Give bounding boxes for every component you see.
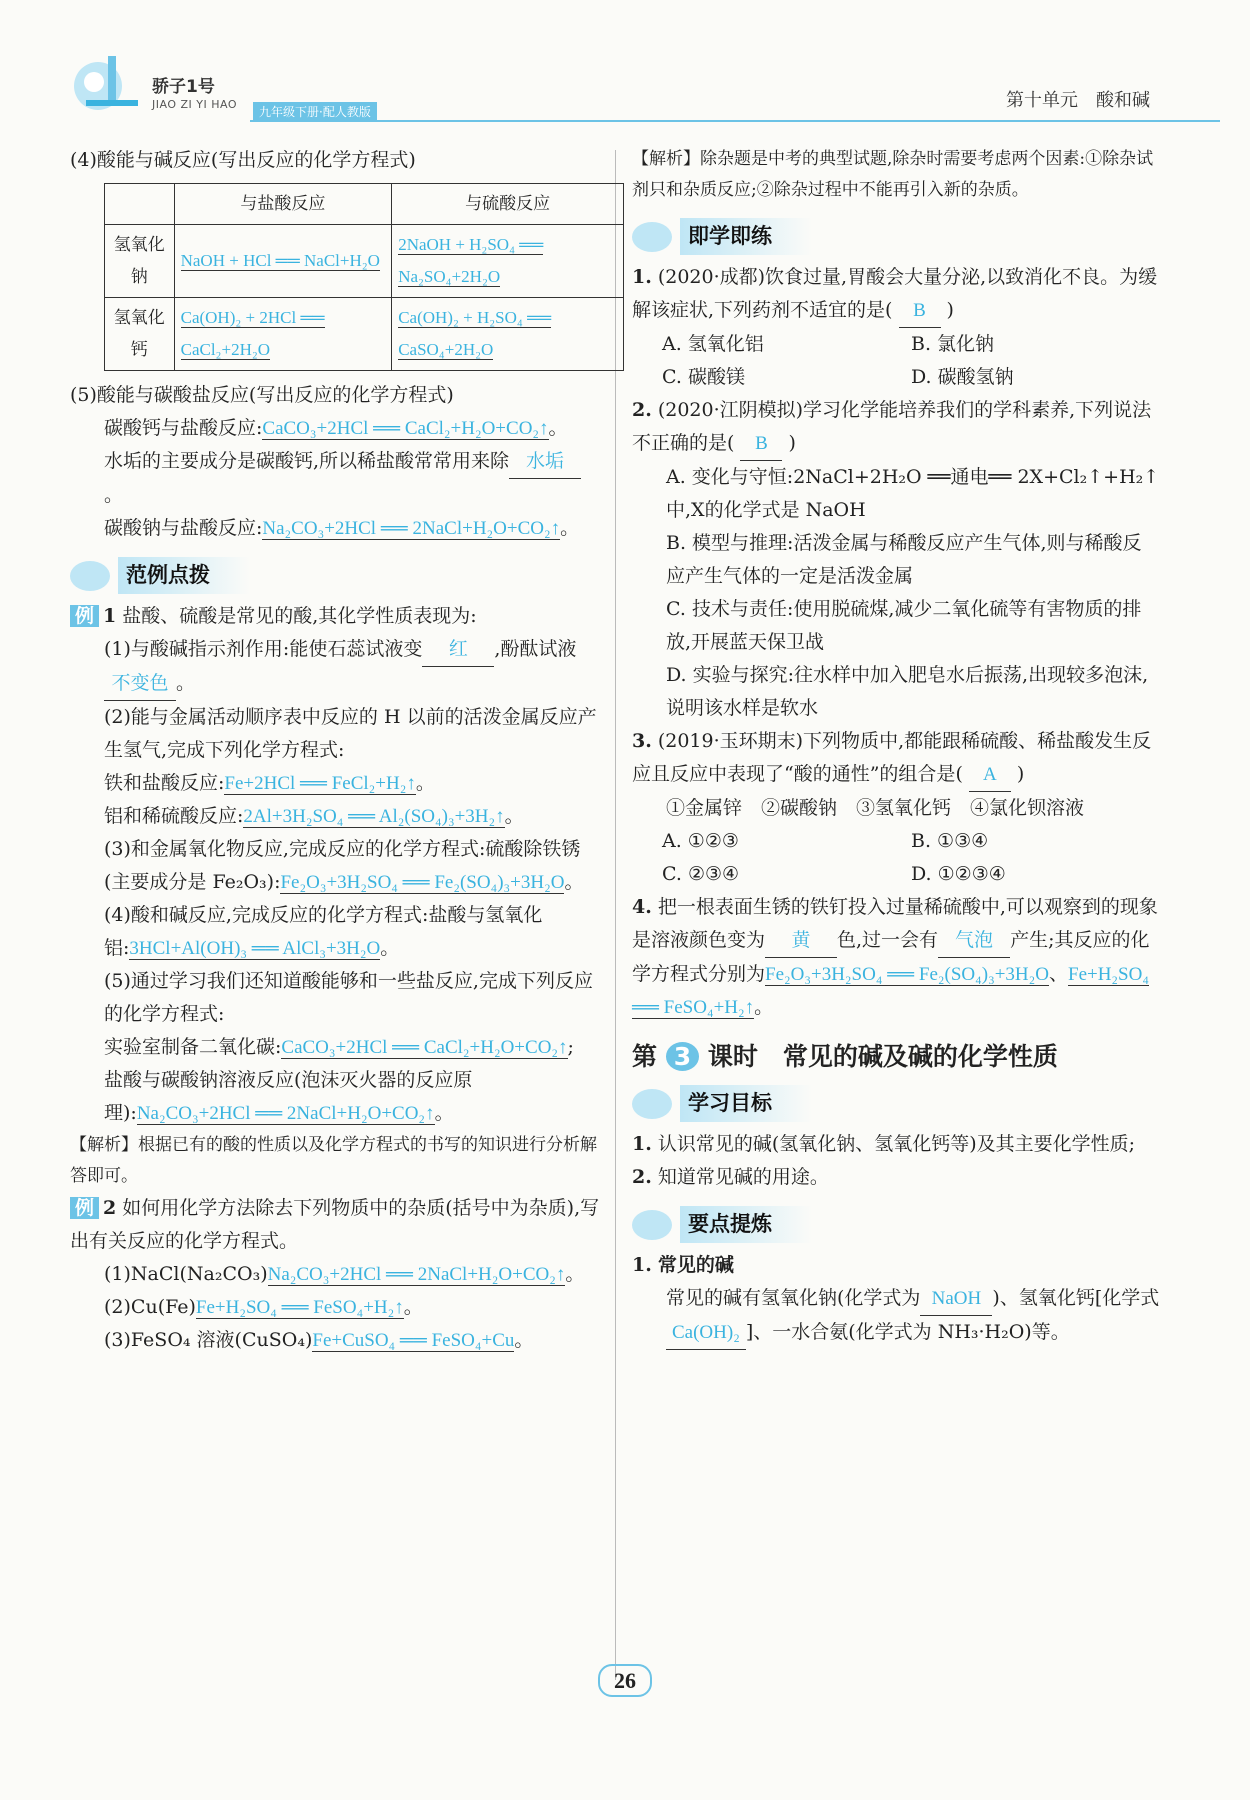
- key-point-text: 常见的碱有氢氧化钠(化学式为 NaOH )、氢氧化钙[化学式Ca(OH)₂ ]、一水合氨(化学式为 NH₃·H₂O)等。: [632, 1282, 1160, 1350]
- lesson-title: 第 3 课时 常见的碱及碱的化学性质: [632, 1042, 1058, 1071]
- unit-title: 第十单元 酸和碱: [1006, 90, 1150, 111]
- text-line: 盐酸与碳酸钠溶液反应(泡沫灭火器的反应原理):Na₂CO₃+2HCl ══ 2NaCl+H₂O+CO₂↑。: [104, 1069, 473, 1124]
- table-row-label: 氢氧化钠: [105, 225, 175, 298]
- key-point-title: 1. 常见的碱: [632, 1254, 734, 1276]
- options-row: C. 碳酸镁 D. 碳酸氢钠: [662, 366, 1014, 388]
- target-icon: [632, 1089, 672, 1119]
- text-line: 水垢的主要成分是碳酸钙,所以稀盐酸常常用来除 水垢。: [70, 445, 600, 512]
- flask-logo-icon: [68, 50, 144, 116]
- table-corner: [105, 184, 175, 225]
- text-line: (4)酸和碱反应,完成反应的化学方程式:盐酸与氢氧化铝:3HCl+Al(OH)₃ ══ AlCl₃+3H₂O。: [104, 904, 543, 959]
- text-line: (1)与酸碱指示剂作用:能使石蕊试液变 红 ,酚酞试液不变色 。: [70, 633, 600, 701]
- option-text: B. 模型与推理:活泼金属与稀酸反应产生气体,则与稀酸反应产生气体的一定是活泼金属: [666, 532, 1142, 587]
- options-row: A. 氢氧化铝 B. 氯化钠: [662, 333, 995, 355]
- page-header: [60, 44, 1160, 124]
- section-5-title: (5)酸能与碳酸盐反应(写出反应的化学方程式): [70, 384, 454, 406]
- table-row-label: 氢氧化钙: [105, 298, 175, 371]
- question-1: 1. (2020·成都)饮食过量,胃酸会大量分泌,以致消化不良。为缓解该症状,下列药剂不适宜的是( B ): [632, 261, 1160, 328]
- text-line: (2)Cu(Fe)Fe+H₂SO₄ ══ FeSO₄+H₂↑。: [104, 1296, 423, 1318]
- goal-item: 2. 知道常见碱的用途。: [632, 1166, 829, 1188]
- lightbulb-icon: [70, 561, 110, 591]
- text-line: (2)能与金属活动顺序表中反应的 H 以前的活泼金属反应产生氢气,完成下列化学方程式:: [104, 706, 597, 761]
- text-line: (5)通过学习我们还知道酸能够和一些盐反应,完成下列反应的化学方程式:: [104, 970, 593, 1025]
- text-line: (3)FeSO₄ 溶液(CuSO₄)Fe+CuSO₄ ══ FeSO₄+Cu。: [104, 1329, 534, 1351]
- text-line: 实验室制备二氧化碳:CaCO₃+2HCl ══ CaCl₂+H₂O+CO₂↑;: [104, 1036, 574, 1058]
- option-text: D. 实验与探究:往水样中加入肥皂水后振荡,出现较多泡沫,说明该水样是软水: [666, 664, 1149, 719]
- text-line: 铝和稀硫酸反应:2Al+3H₂SO₄ ══ Al₂(SO₄)₃+3H₂↑。: [104, 805, 524, 827]
- text-line: 铁和盐酸反应:Fe+2HCl ══ FeCl₂+H₂↑。: [104, 772, 435, 794]
- section-heading: 学习目标: [632, 1085, 1160, 1122]
- options-row: A. ①②③ B. ①③④: [662, 830, 989, 852]
- column-divider: [615, 150, 616, 1680]
- left-column: [70, 144, 600, 1357]
- option-text: ①金属锌 ②碳酸钠 ③氢氧化钙 ④氯化钡溶液: [666, 797, 1085, 819]
- text-line: (3)和金属氧化物反应,完成反应的化学方程式:硫酸除铁锈(主要成分是 Fe₂O₃):Fe₂O₃+3H₂SO₄ ══ Fe₂(SO₄)₃+3H₂O。: [104, 838, 584, 893]
- header-rule: [250, 120, 1220, 122]
- notebook-icon: [632, 222, 672, 252]
- table-cell: Ca(OH)₂ + H₂SO₄ ══ CaSO₄+2H₂O: [392, 298, 624, 371]
- pen-icon: [632, 1210, 672, 1240]
- option-text: A. 变化与守恒:2NaCl+2H₂O ══通电══ 2X+Cl₂↑+H₂↑ 中,X的化学式是 NaOH: [666, 466, 1160, 521]
- table-cell: 2NaOH + H₂SO₄ ══ Na₂SO₄+2H₂O: [392, 225, 624, 298]
- text-line: 碳酸钠与盐酸反应:Na₂CO₃+2HCl ══ 2NaCl+H₂O+CO₂↑。: [104, 517, 580, 539]
- question-3: 3. (2019·玉环期末)下列物质中,都能跟稀硫酸、稀盐酸发生反应且反应中表现了“酸的通性”的组合是( A ): [632, 725, 1160, 792]
- grade-label: 九年级下册·配人教版: [253, 102, 377, 121]
- option-text: C. 技术与责任:使用脱硫煤,减少二氧化硫等有害物质的排放,开展蓝天保卫战: [666, 598, 1142, 653]
- acid-base-table: [104, 183, 624, 371]
- right-column: [632, 144, 1160, 1350]
- page-number: 26: [0, 1668, 1250, 1694]
- table-cell: Ca(OH)₂ + 2HCl ══ CaCl₂+2H₂O: [174, 298, 392, 371]
- example-2: 例 2 如何用化学方法除去下列物质中的杂质(括号中为杂质),写出有关反应的化学方程式。: [70, 1197, 600, 1252]
- question-4: 4. 把一根表面生锈的铁钉投入过量稀硫酸中,可以观察到的现象是溶液颜色变为 黄 色,过一会有 气泡 产生;其反应的化学方程式分别为Fe₂O₃+3H₂SO₄ ══ Fe₂(SO₄)₃+3H₂O、Fe+H₂SO₄ ══ FeSO₄+H₂↑。: [632, 896, 1158, 1018]
- section-heading: 即学即练: [632, 218, 1160, 255]
- text-line: (1)NaCl(Na₂CO₃)Na₂CO₃+2HCl ══ 2NaCl+H₂O+CO₂↑。: [104, 1263, 585, 1285]
- table-cell: NaOH + HCl ══ NaCl+H₂O: [174, 225, 392, 298]
- section-heading: 范例点拨: [70, 557, 600, 594]
- table-header: 与硫酸反应: [392, 184, 624, 225]
- options-row: C. ②③④ D. ①②③④: [662, 863, 1006, 885]
- question-2: 2. (2020·江阴模拟)学习化学能培养我们的学科素养,下列说法不正确的是( B ): [632, 394, 1160, 461]
- section-heading: 要点提炼: [632, 1206, 1160, 1243]
- brand-pinyin: JIAO ZI YI HAO: [152, 98, 237, 111]
- goal-item: 1. 认识常见的碱(氢氧化钠、氢氧化钙等)及其主要化学性质;: [632, 1133, 1136, 1155]
- example-1: 例 1 盐酸、硫酸是常见的酸,其化学性质表现为:: [70, 600, 600, 633]
- table-header: 与盐酸反应: [174, 184, 392, 225]
- section-4-title: (4)酸能与碱反应(写出反应的化学方程式): [70, 149, 416, 171]
- text-line: 碳酸钙与盐酸反应:CaCO₃+2HCl ══ CaCl₂+H₂O+CO₂↑。: [104, 417, 568, 439]
- analysis-note: 【解析】除杂题是中考的典型试题,除杂时需要考虑两个因素:①除杂试剂只和杂质反应;②除杂过程中不能再引入新的杂质。: [632, 149, 1154, 200]
- brand-name: 骄子1号: [152, 77, 215, 97]
- analysis-note: 【解析】根据已有的酸的性质以及化学方程式的书写的知识进行分析解答即可。: [70, 1135, 597, 1186]
